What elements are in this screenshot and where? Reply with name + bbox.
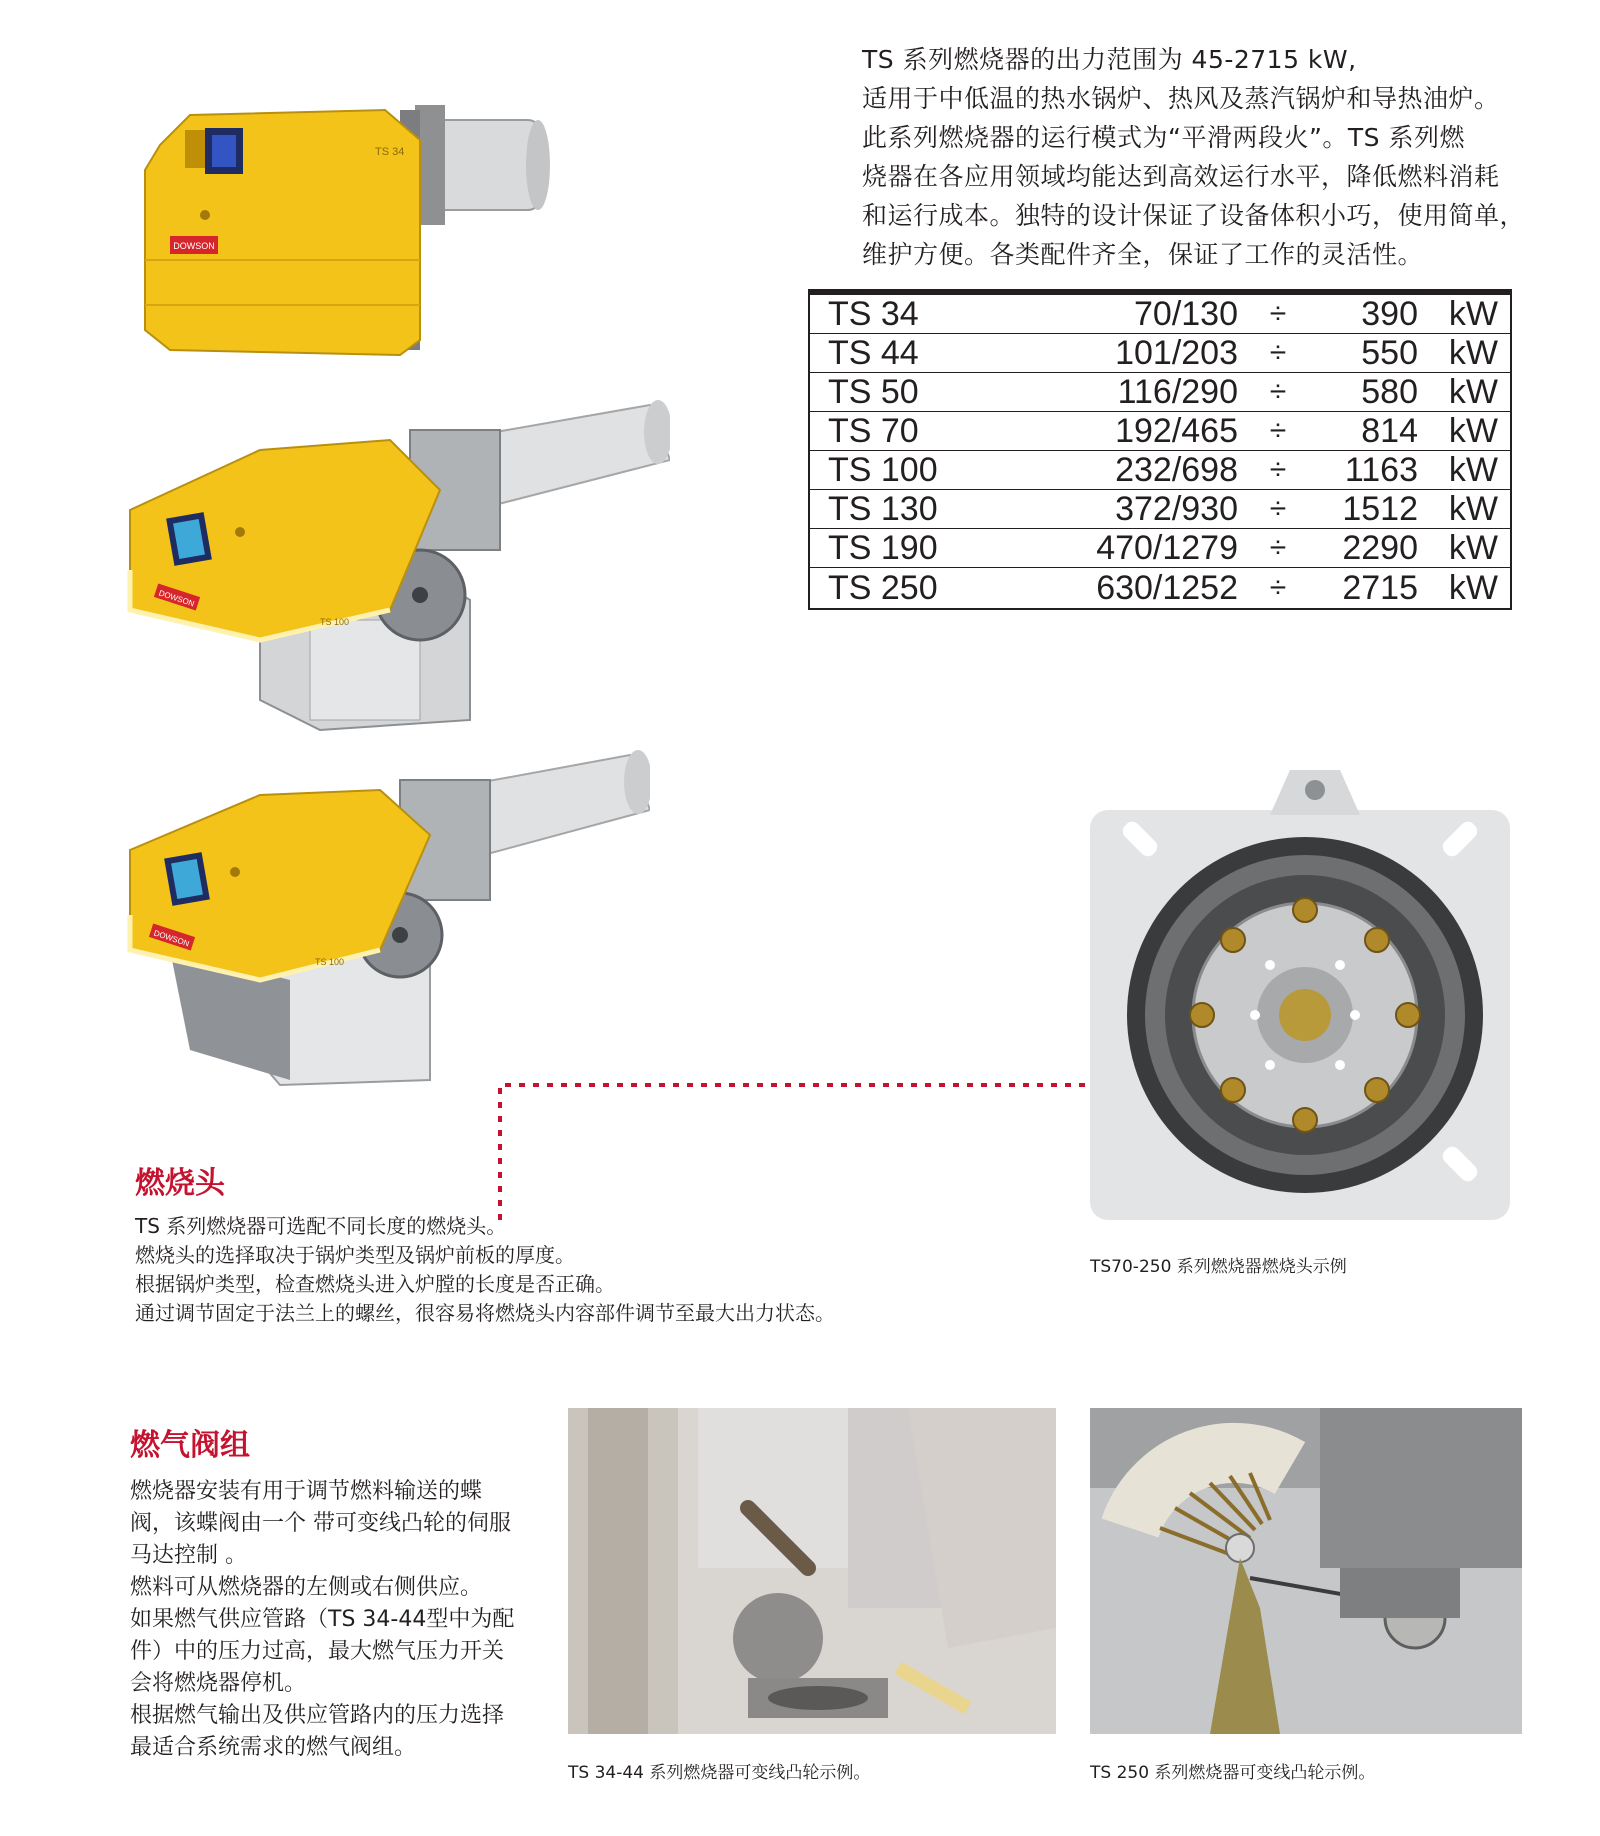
unit-cell: kW	[1448, 411, 1498, 450]
ts250-cam-caption: TS 250 系列燃烧器可变线凸轮示例。	[1090, 1763, 1376, 1783]
model-cell: TS 130	[828, 489, 938, 528]
burner-head-heading: 燃烧头	[135, 1166, 225, 1201]
model-mark: TS 100	[315, 957, 345, 967]
brand-logo-text: DOWSON	[152, 928, 191, 949]
gas-valve-line: 根据燃气输出及供应管路内的压力选择	[130, 1703, 505, 1728]
burner-head-photo	[1090, 770, 1510, 1220]
min-output-cell: 470/1279	[1096, 528, 1238, 567]
ts34-44-cam-caption: TS 34-44 系列燃烧器可变线凸轮示例。	[568, 1763, 871, 1783]
unit-cell: kW	[1448, 489, 1498, 528]
gas-valve-line: 燃料可从燃烧器的左侧或右侧供应。	[130, 1575, 483, 1600]
table-row	[810, 334, 1510, 373]
divide-sign: ÷	[1269, 531, 1287, 564]
burner-head-line: 根据锅炉类型，检查燃烧头进入炉膛的长度是否正确。	[135, 1272, 615, 1296]
gas-valve-line: 燃烧器安装有用于调节燃料输送的蝶	[130, 1479, 483, 1504]
table-row	[810, 568, 1510, 608]
model-cell: TS 44	[828, 333, 919, 372]
ts250-cam-photo	[1090, 1408, 1522, 1734]
gas-valve-line: 马达控制 。	[130, 1543, 247, 1568]
divide-sign: ÷	[1269, 453, 1287, 486]
unit-cell: kW	[1448, 450, 1498, 489]
model-cell: TS 190	[828, 528, 938, 567]
brand-logo-text: DOWSON	[173, 241, 215, 251]
min-output-cell: 630/1252	[1096, 568, 1238, 607]
max-output-cell: 814	[1361, 411, 1418, 450]
intro-line: TS 系列燃烧器的出力范围为 45-2715 kW,	[862, 45, 1357, 74]
gas-valve-line: 会将燃烧器停机。	[130, 1671, 307, 1696]
burner-head-line: 燃烧头的选择取决于锅炉类型及锅炉前板的厚度。	[135, 1243, 575, 1267]
intro-line: 维护方便。各类配件齐全，保证了工作的灵活性。	[862, 240, 1424, 269]
table-row	[810, 373, 1510, 412]
capacity-table	[808, 289, 1512, 610]
model-mark: TS 34	[375, 146, 405, 158]
divide-sign: ÷	[1269, 336, 1287, 369]
max-output-cell: 580	[1361, 372, 1418, 411]
ts34-44-cam-photo	[568, 1408, 1056, 1734]
model-cell: TS 70	[828, 411, 919, 450]
max-output-cell: 1163	[1344, 450, 1418, 489]
intro-line: 烧器在各应用领域均能达到高效运行水平，降低燃料消耗	[862, 162, 1500, 191]
max-output-cell: 2715	[1342, 568, 1418, 607]
max-output-cell: 1512	[1342, 489, 1418, 528]
unit-cell: kW	[1448, 333, 1498, 372]
min-output-cell: 372/930	[1115, 489, 1238, 528]
model-cell: TS 100	[828, 450, 938, 489]
burner-ts34-image	[130, 100, 550, 365]
gas-valve-text	[130, 1476, 514, 1764]
min-output-cell: 101/203	[1115, 333, 1238, 372]
burner-ts100-gas-image	[110, 750, 650, 1090]
table-row	[810, 451, 1510, 490]
intro-line: 此系列燃烧器的运行模式为“平滑两段火”。TS 系列燃	[862, 123, 1465, 152]
brand-logo-text: DOWSON	[157, 588, 196, 609]
unit-cell: kW	[1448, 528, 1498, 567]
unit-cell: kW	[1448, 294, 1498, 333]
gas-valve-heading: 燃气阀组	[130, 1428, 250, 1463]
burner-ts100-image	[110, 400, 670, 740]
dotted-connector-line	[495, 1075, 1095, 1225]
gas-valve-line: 最适合系统需求的燃气阀组。	[130, 1735, 417, 1760]
divide-sign: ÷	[1269, 414, 1287, 447]
burner-head-line: 通过调节固定于法兰上的螺丝，很容易将燃烧头内容部件调节至最大出力状态。	[135, 1301, 835, 1325]
divide-sign: ÷	[1269, 297, 1287, 330]
gas-valve-line: 如果燃气供应管路（TS 34-44型中为配	[130, 1607, 515, 1632]
table-row	[810, 490, 1510, 529]
max-output-cell: 550	[1361, 333, 1418, 372]
table-row	[810, 529, 1510, 568]
burner-head-line: TS 系列燃烧器可选配不同长度的燃烧头。	[135, 1214, 507, 1238]
model-mark: TS 100	[320, 617, 350, 627]
table-row	[810, 295, 1510, 334]
divide-sign: ÷	[1269, 571, 1287, 604]
intro-line: 和运行成本。独特的设计保证了设备体积小巧，使用简单，	[862, 201, 1526, 230]
intro-line: 适用于中低温的热水锅炉、热风及蒸汽锅炉和导热油炉。	[862, 84, 1500, 113]
unit-cell: kW	[1448, 372, 1498, 411]
min-output-cell: 192/465	[1115, 411, 1238, 450]
gas-valve-line: 件）中的压力过高，最大燃气压力开关	[130, 1639, 505, 1664]
burner-head-caption: TS70-250 系列燃烧器燃烧头示例	[1090, 1257, 1347, 1277]
unit-cell: kW	[1448, 568, 1498, 607]
table-row	[810, 412, 1510, 451]
burner-head-text	[135, 1212, 835, 1328]
min-output-cell: 70/130	[1134, 294, 1238, 333]
divide-sign: ÷	[1269, 492, 1287, 525]
max-output-cell: 2290	[1342, 528, 1418, 567]
model-cell: TS 34	[828, 294, 919, 333]
gas-valve-line: 阀，该蝶阀由一个 带可变线凸轮的伺服	[130, 1511, 511, 1536]
min-output-cell: 232/698	[1115, 450, 1238, 489]
divide-sign: ÷	[1269, 375, 1287, 408]
model-cell: TS 250	[828, 568, 938, 607]
model-cell: TS 50	[828, 372, 919, 411]
intro-paragraph	[862, 40, 1552, 274]
min-output-cell: 116/290	[1117, 372, 1238, 411]
max-output-cell: 390	[1361, 294, 1418, 333]
